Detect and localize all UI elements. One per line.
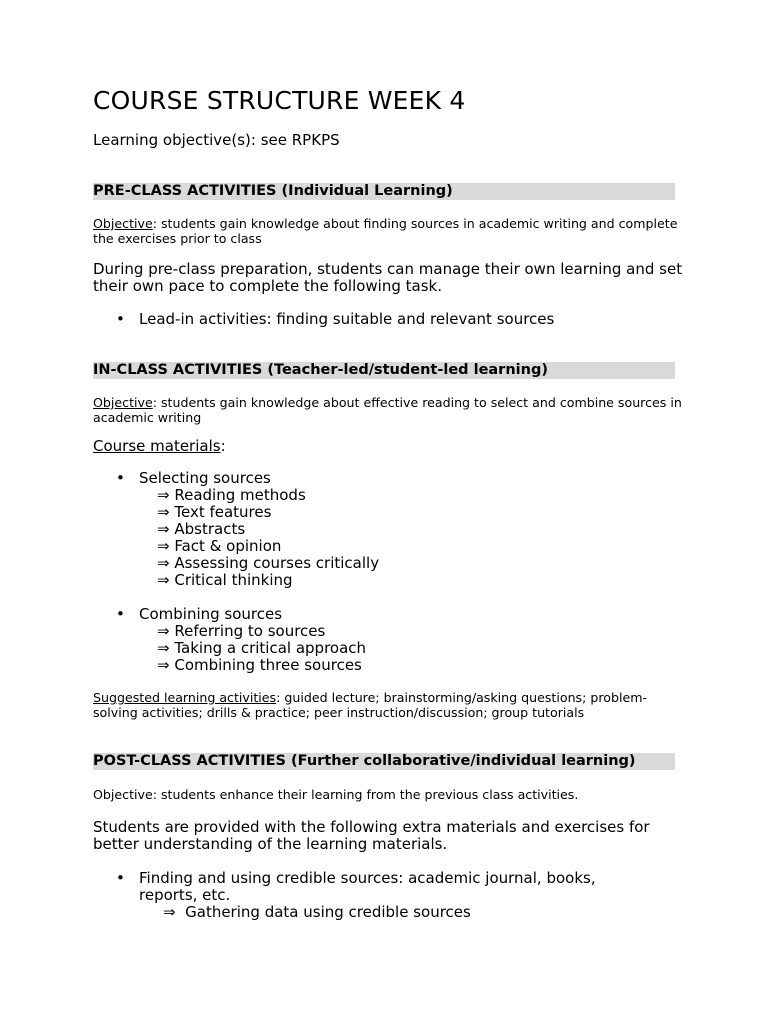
objective-text: : students gain knowledge about effective reading to select and combine sources in academic writing (93, 395, 682, 425)
arrow-list-item: ⇒ Abstracts (157, 520, 246, 538)
pre-class-bullet: Lead-in activities: finding suitable and relevant sources (139, 310, 555, 328)
post-class-bullet: Finding and using credible sources: academic journal, books, reports, etc. (139, 869, 596, 904)
arrow-icon: ⇒ (157, 520, 170, 538)
pre-class-heading: PRE-CLASS ACTIVITIES (Individual Learning) (93, 183, 675, 200)
arrow-list-item: ⇒ Referring to sources (157, 622, 326, 640)
arrow-icon: ⇒ (157, 622, 170, 640)
post-class-heading: POST-CLASS ACTIVITIES (Further collaborative/individual learning) (93, 753, 675, 770)
bullet-icon: • (116, 469, 125, 487)
bullet-icon: • (116, 605, 125, 623)
learning-objectives: Learning objective(s): see RPKPS (93, 131, 340, 149)
materials-group-label: Combining sources (139, 605, 283, 623)
arrow-icon: ⇒ (163, 903, 176, 921)
arrow-icon: ⇒ (157, 503, 170, 521)
objective-label: Objective (93, 395, 153, 410)
bullet-icon: • (116, 310, 125, 328)
post-class-paragraph: Students are provided with the following extra materials and exercises for better understanding of the learning materials. (93, 818, 650, 853)
arrow-list-item: ⇒ Gathering data using credible sources (163, 903, 471, 921)
bullet-icon: • (116, 869, 125, 887)
post-class-objective: Objective: students enhance their learning from the previous class activities. (93, 787, 579, 802)
in-class-heading: IN-CLASS ACTIVITIES (Teacher-led/student-led learning) (93, 362, 675, 379)
suggested-text: : guided lecture; brainstorming/asking questions; problem-solving activities; drills & practice; peer instruction/discussion; group tutorials (93, 690, 648, 720)
arrow-list-item: ⇒ Text features (157, 503, 272, 521)
arrow-list-item: ⇒ Assessing courses critically (157, 554, 380, 572)
arrow-icon: ⇒ (157, 656, 170, 674)
pre-class-objective (93, 216, 693, 246)
suggested-learning-activities (93, 690, 673, 720)
arrow-icon: ⇒ (157, 571, 170, 589)
arrow-list-item: ⇒ Combining three sources (157, 656, 362, 674)
objective-text: : students gain knowledge about finding sources in academic writing and complete the exercises prior to class (93, 216, 678, 246)
suggested-label: Suggested learning activities (93, 690, 277, 705)
arrow-icon: ⇒ (157, 639, 170, 657)
arrow-list-item: ⇒ Taking a critical approach (157, 639, 367, 657)
arrow-list-item: ⇒ Reading methods (157, 486, 306, 504)
course-materials-label: Course materials: (93, 437, 226, 455)
in-class-objective (93, 395, 693, 425)
arrow-list-item: ⇒ Fact & opinion (157, 537, 282, 555)
arrow-list-item: ⇒ Critical thinking (157, 571, 293, 589)
arrow-icon: ⇒ (157, 486, 170, 504)
page-title: COURSE STRUCTURE WEEK 4 (93, 86, 466, 115)
arrow-icon: ⇒ (157, 554, 170, 572)
pre-class-paragraph: During pre-class preparation, students can manage their own learning and set their own pace to complete the following task. (93, 260, 683, 295)
objective-label: Objective (93, 216, 153, 231)
arrow-icon: ⇒ (157, 537, 170, 555)
materials-group-label: Selecting sources (139, 469, 271, 487)
